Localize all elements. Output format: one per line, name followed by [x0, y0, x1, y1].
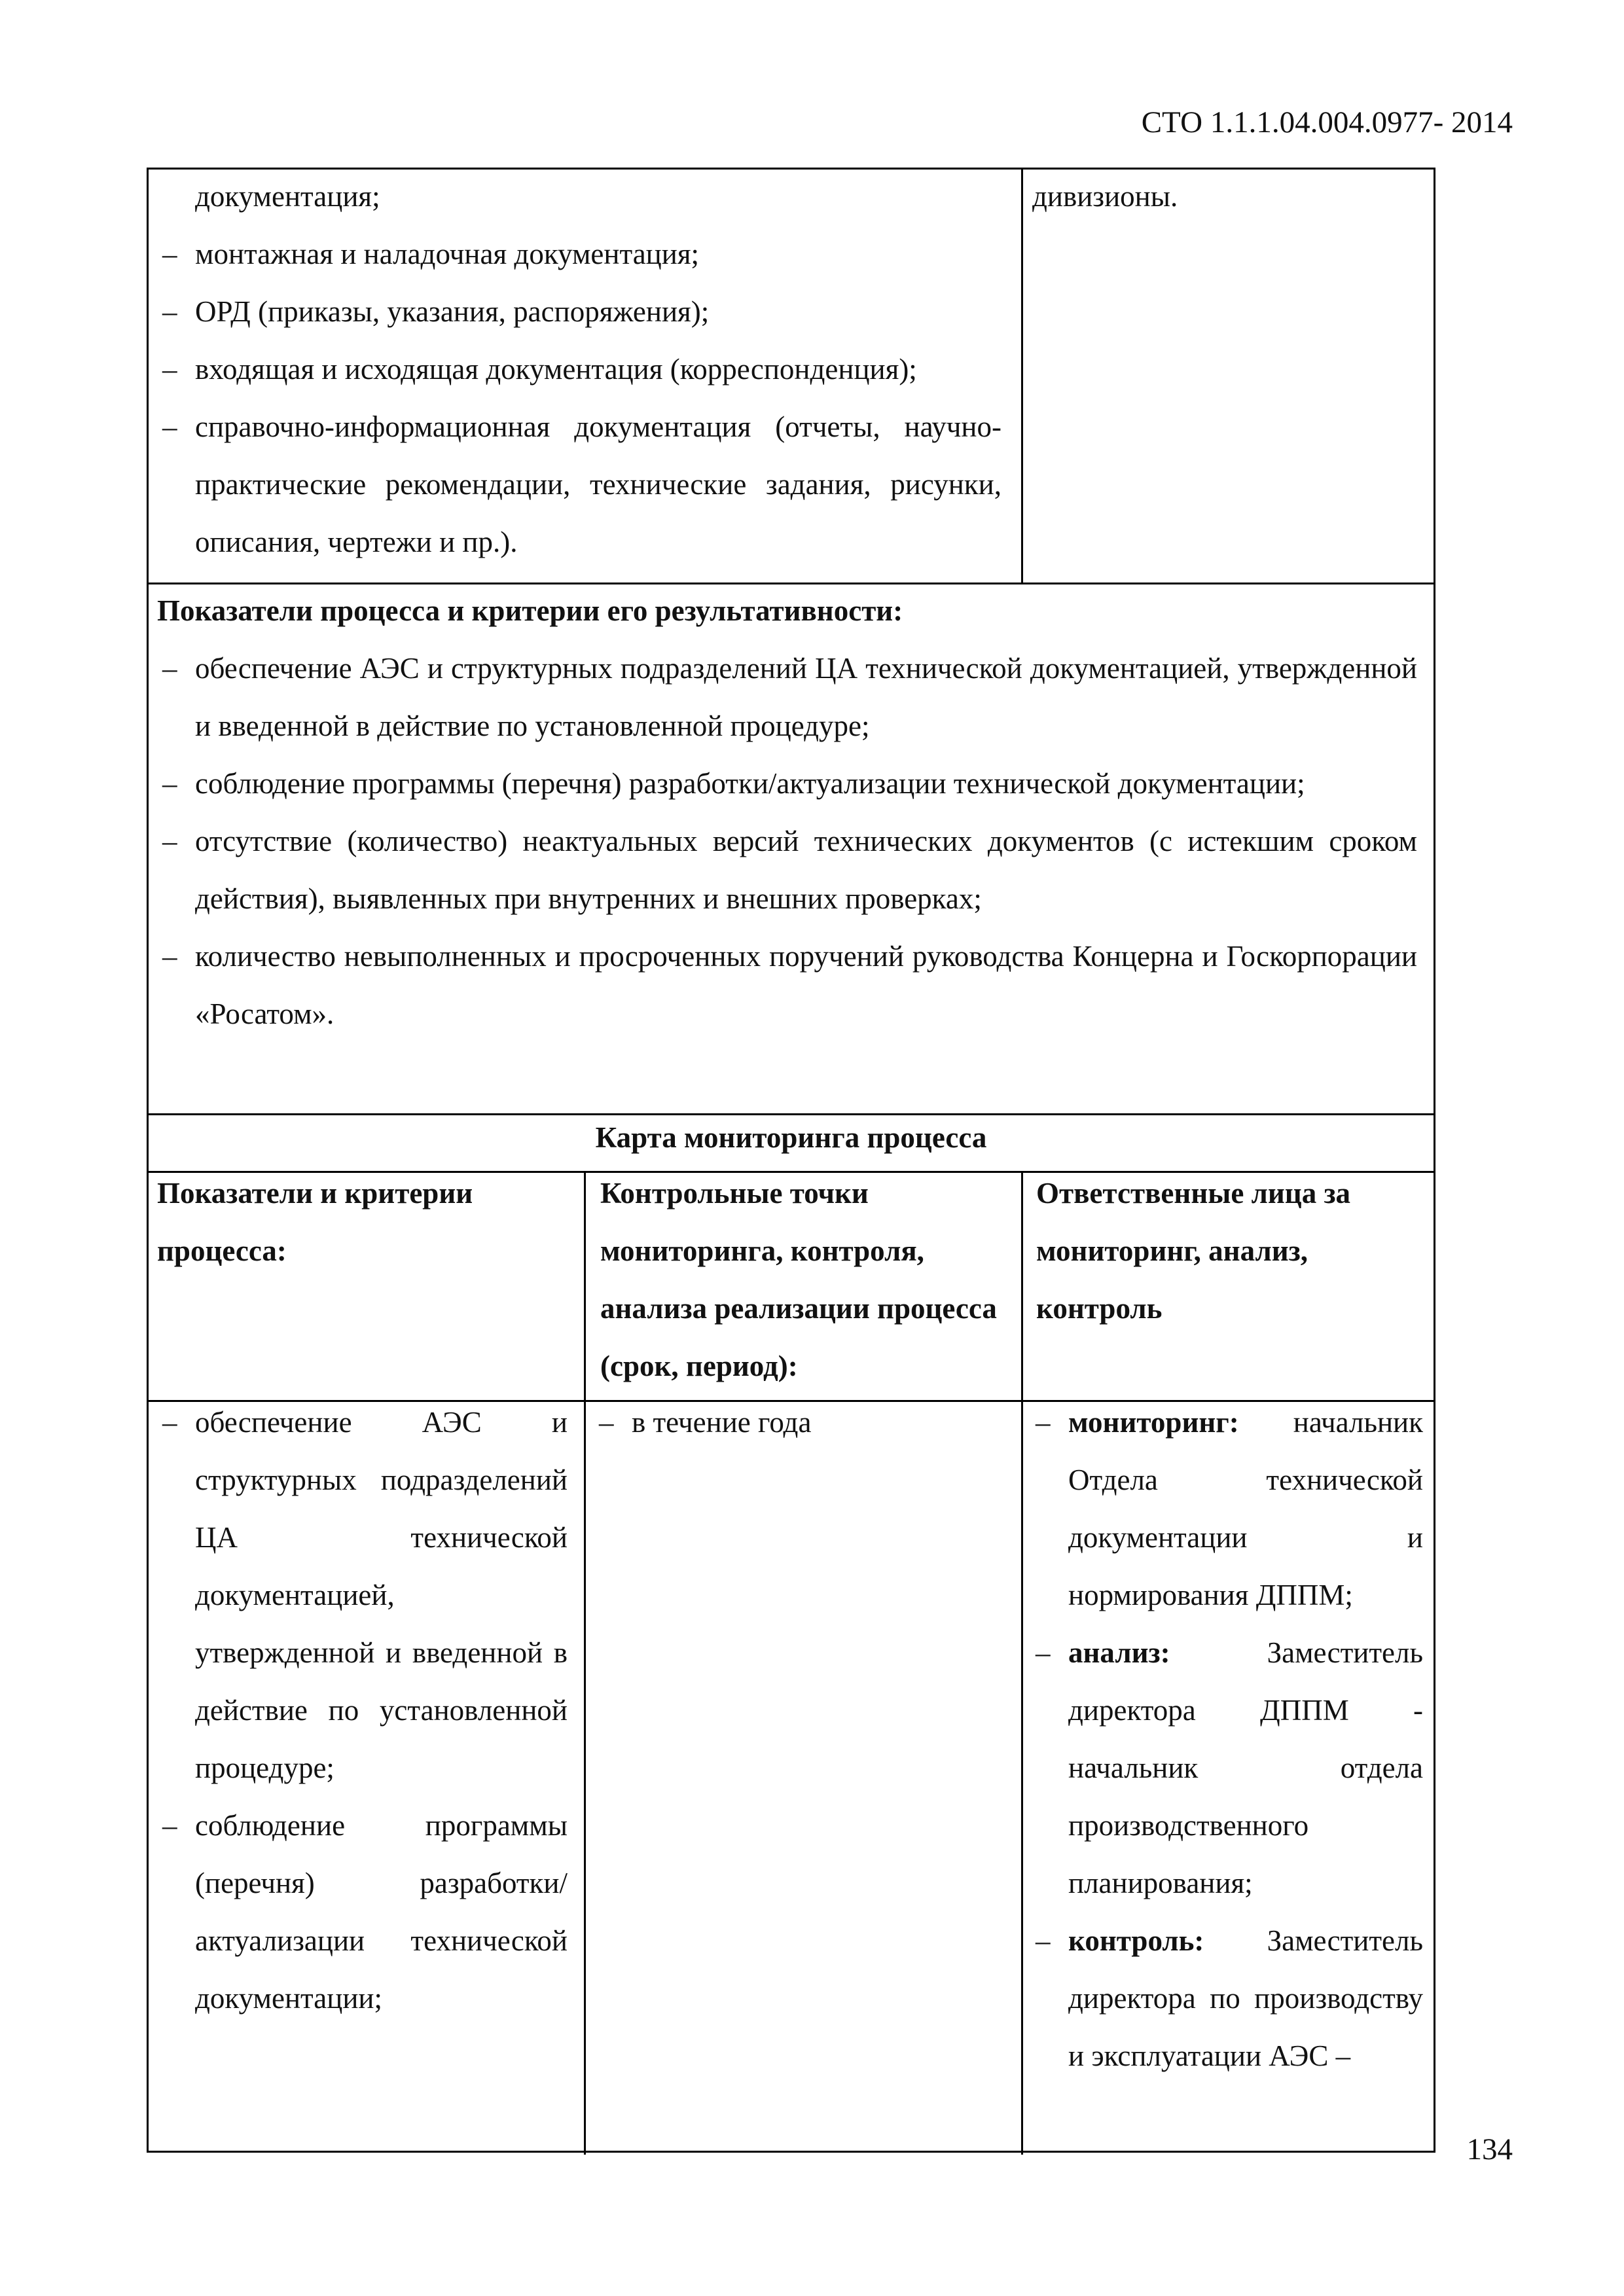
top-left-cell	[157, 168, 1001, 571]
doc-type-item: – справочно-информационная документация (отчеты, научно-практические рекомендации, технические задания, рисунки, описания, чертежи и пр.).	[157, 398, 1001, 571]
monitoring-map-title: Карта мониторинга процесса	[595, 1121, 987, 1154]
indicators-cell	[157, 582, 1417, 1043]
role-label: мониторинг:	[1068, 1406, 1239, 1439]
role-label: анализ:	[1068, 1636, 1170, 1669]
responsible-item-analysis	[1030, 1624, 1423, 1912]
doc-type-item: – ОРД (приказы, указания, распоряжения);	[157, 283, 1001, 340]
document-code: СТО 1.1.1.04.004.0977- 2014	[1141, 105, 1513, 139]
checkpoints-cell	[594, 1393, 1006, 1451]
top-right-cell: дивизионы.	[1032, 180, 1178, 213]
doc-type-list	[157, 225, 1001, 571]
col-header-responsible: Ответственные лица за мониторинг, анализ, контроль	[1036, 1177, 1351, 1325]
top-column-divider	[1021, 170, 1023, 583]
criteria-item: – обеспечение АЭС и структурных подразделений ЦА технической документацией, утвержденной и введенной в действие по установленной процедуре;	[157, 1393, 568, 1797]
col-header-checkpoints: Контрольные точки мониторинга, контроля, анализа реализации процесса (срок, период):	[600, 1177, 997, 1382]
responsible-item-control	[1030, 1912, 1423, 2085]
indicators-title: Показатели процесса и критерии его результативности:	[157, 594, 903, 627]
responsible-item-monitoring	[1030, 1393, 1423, 1624]
doc-type-item: – входящая и исходящая документация (корреспонденция);	[157, 340, 1001, 398]
content-table	[147, 168, 1435, 2153]
col-header-criteria: Показатели и критерии процесса:	[157, 1177, 473, 1267]
responsible-cell	[1030, 1393, 1423, 2085]
role-label: контроль:	[1068, 1924, 1204, 1957]
indicator-item: – соблюдение программы (перечня) разработки/актуализации технической документации;	[157, 755, 1417, 812]
column-divider	[584, 1171, 586, 2155]
checkpoint-item: – в течение года	[594, 1393, 1006, 1451]
column-divider	[1021, 1171, 1023, 2155]
role-text: Заместитель директора ДППМ - начальник отдела производственного планирования;	[1068, 1636, 1423, 1899]
page-number: 134	[1466, 2132, 1513, 2166]
indicators-list	[157, 639, 1417, 1043]
doc-type-continuation: документация;	[195, 180, 380, 213]
criteria-cell	[157, 1393, 568, 2027]
role-text: Заместитель директора по производству и эксплуатации АЭС –	[1068, 1924, 1423, 2072]
indicator-item: – отсутствие (количество) неактуальных версий технических документов (с истекшим сроком действия), выявленных при внутренних и внешних проверках;	[157, 812, 1417, 927]
indicator-item: – обеспечение АЭС и структурных подразделений ЦА технической документацией, утвержденной и введенной в действие по установленной процедуре;	[157, 639, 1417, 755]
role-text: начальник Отдела технической документации и нормирования ДППМ;	[1068, 1406, 1423, 1611]
criteria-item: – соблюдение программы (перечня) разработки/актуализации технической документации;	[157, 1797, 568, 2027]
doc-type-item: – монтажная и наладочная документация;	[157, 225, 1001, 283]
indicator-item: – количество невыполненных и просроченных поручений руководства Концерна и Госкорпорации «Росатом».	[157, 927, 1417, 1043]
